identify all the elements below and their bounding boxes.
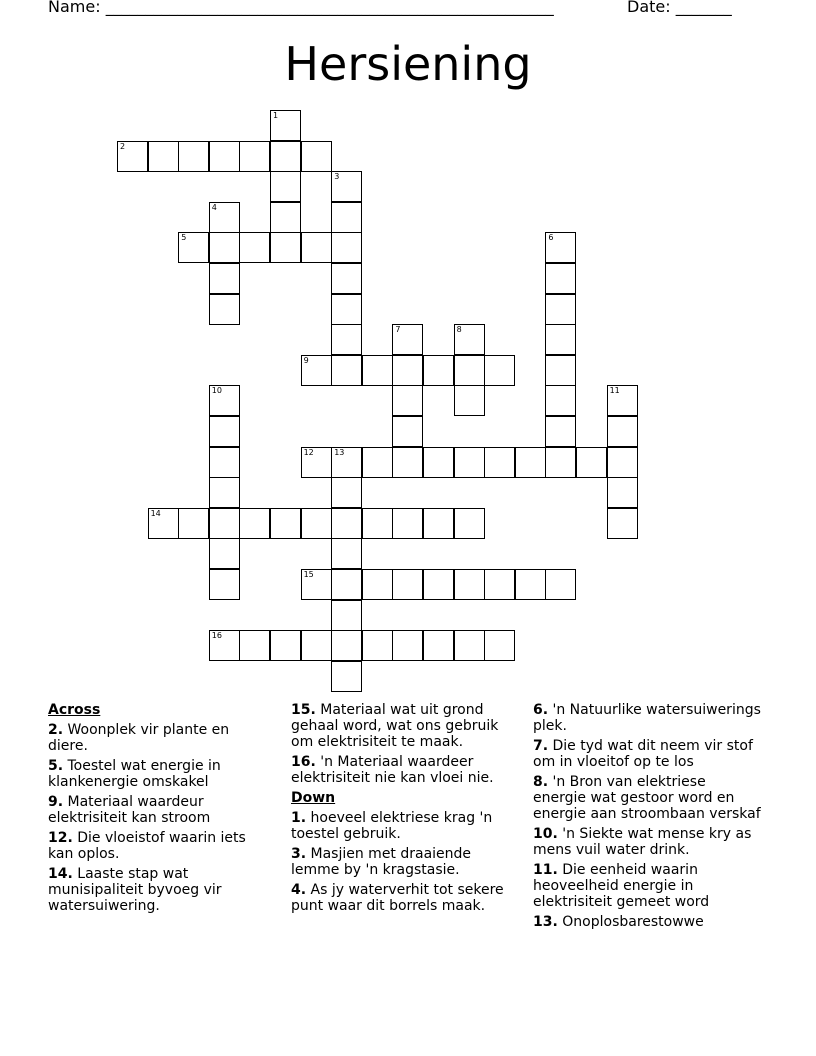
grid-cell[interactable] <box>270 141 301 172</box>
clue-number: 1 <box>273 111 279 120</box>
grid-cell[interactable] <box>392 416 423 447</box>
grid-cell[interactable] <box>209 232 240 263</box>
grid-cell[interactable] <box>392 569 423 600</box>
clue-down-10: 10. 'n Siekte wat mense kry as mens vuil water drink. <box>533 826 752 858</box>
grid-cell[interactable] <box>178 232 209 263</box>
clue-number: 8 <box>456 325 462 335</box>
clue-number: 2 <box>120 141 126 151</box>
grid-cell[interactable] <box>545 232 576 263</box>
grid-cell[interactable] <box>392 630 423 661</box>
grid-cell[interactable] <box>423 569 454 600</box>
grid-cell[interactable] <box>239 508 270 539</box>
grid-cell[interactable] <box>331 508 362 539</box>
name-label: Name: <box>48 0 106 16</box>
grid-cell[interactable] <box>454 385 485 416</box>
grid-cell[interactable] <box>331 202 362 233</box>
clue-number: 10 <box>211 386 222 396</box>
grid-cell[interactable] <box>148 508 179 539</box>
clue-number: 16 <box>211 631 222 641</box>
across-heading: Across <box>48 702 101 718</box>
clue-column-2 <box>291 702 521 918</box>
grid-cell[interactable] <box>331 600 362 631</box>
clue-across-12: 12. Die vloeistof waarin iets kan oplos. <box>48 830 246 862</box>
clue-across-2: 2. Woonplek vir plante en diere. <box>48 722 230 754</box>
grid-cell[interactable] <box>301 355 332 386</box>
grid-cell[interactable] <box>331 232 362 263</box>
grid-cell[interactable] <box>423 508 454 539</box>
clue-across-14: 14. Laaste stap wat munisipaliteit byvoeg vir watersuiwering. <box>48 866 222 914</box>
grid-cell[interactable] <box>270 630 301 661</box>
grid-cell[interactable] <box>209 141 240 172</box>
grid-cell[interactable] <box>117 141 148 172</box>
clue-down-4: 4. As jy waterverhit tot sekere punt waar dit borrels maak. <box>291 882 504 914</box>
grid-cell[interactable] <box>148 141 179 172</box>
clue-down-6: 6. 'n Natuurlike watersuiwerings plek. <box>533 702 761 734</box>
grid-cell[interactable] <box>301 508 332 539</box>
grid-cell[interactable] <box>270 202 301 233</box>
grid-cell[interactable] <box>270 508 301 539</box>
grid-cell[interactable] <box>178 141 209 172</box>
grid-cell[interactable] <box>362 355 393 386</box>
grid-cell[interactable] <box>423 630 454 661</box>
date-line: _______ <box>675 0 732 16</box>
grid-cell[interactable] <box>454 355 485 386</box>
grid-cell[interactable] <box>239 232 270 263</box>
clue-across-9: 9. Materiaal waardeur elektrisiteit kan stroom <box>48 794 211 826</box>
grid-cell[interactable] <box>607 508 638 539</box>
clue-number: 3 <box>334 172 340 182</box>
grid-cell[interactable] <box>270 232 301 263</box>
grid-cell[interactable] <box>239 141 270 172</box>
grid-cell[interactable] <box>209 447 240 478</box>
grid-cell[interactable] <box>270 171 301 202</box>
clue-column-1 <box>48 702 273 918</box>
clue-across-16: 16. 'n Materiaal waardeer elektrisiteit nie kan vloei nie. <box>291 754 494 786</box>
grid-cell[interactable] <box>209 569 240 600</box>
clue-down-3: 3. Masjien met draaiende lemme by 'n kragstasie. <box>291 846 472 878</box>
grid-cell[interactable] <box>331 324 362 355</box>
grid-cell[interactable] <box>331 355 362 386</box>
grid-cell[interactable] <box>331 630 362 661</box>
grid-cell[interactable] <box>607 416 638 447</box>
clue-number: 7 <box>395 325 401 335</box>
clue-number: 14 <box>150 508 161 518</box>
clue-number: 15 <box>303 570 314 579</box>
grid-cell[interactable] <box>454 508 485 539</box>
grid-cell[interactable] <box>392 355 423 386</box>
clue-number: 4 <box>211 202 217 212</box>
grid-cell[interactable] <box>209 538 240 569</box>
clue-number: 11 <box>609 386 620 396</box>
grid-cell[interactable] <box>545 294 576 325</box>
grid-cell[interactable] <box>209 263 240 294</box>
clue-column-3 <box>533 702 763 934</box>
grid-cell[interactable] <box>545 355 576 386</box>
clue-down-11: 11. Die eenheid waarin heoveelheid energie in elektrisiteit gemeet word <box>533 862 710 910</box>
grid-cell[interactable] <box>392 508 423 539</box>
grid-cell[interactable] <box>301 141 332 172</box>
grid-cell[interactable] <box>270 110 301 141</box>
grid-cell[interactable] <box>331 171 362 202</box>
grid-cell[interactable] <box>454 569 485 600</box>
grid-cell[interactable] <box>301 569 332 600</box>
name-line: ________________________________________________________ <box>105 0 554 16</box>
clue-number: 9 <box>303 355 309 365</box>
clue-number: 13 <box>334 447 345 457</box>
grid-cell[interactable] <box>515 569 546 600</box>
clue-down-8: 8. 'n Bron van elektriese energie wat gestoor word en energie aan stroombaan verskaf <box>533 774 761 822</box>
grid-cell[interactable] <box>392 324 423 355</box>
grid-cell[interactable] <box>484 569 515 600</box>
grid-cell[interactable] <box>423 355 454 386</box>
page-title: Hersiening <box>284 37 532 91</box>
clue-down-1: 1. hoeveel elektriese krag 'n toestel gebruik. <box>291 810 493 842</box>
grid-cell[interactable] <box>209 385 240 416</box>
grid-cell[interactable] <box>209 416 240 447</box>
clue-across-15: 15. Materiaal wat uit grond gehaal word, wat ons gebruik om elektrisiteit te maak. <box>291 702 499 750</box>
grid-cell[interactable] <box>239 630 270 661</box>
grid-cell[interactable] <box>423 447 454 478</box>
grid-cell[interactable] <box>209 477 240 508</box>
grid-cell[interactable] <box>607 477 638 508</box>
clue-number: 12 <box>303 447 314 457</box>
grid-cell[interactable] <box>209 202 240 233</box>
grid-cell[interactable] <box>331 569 362 600</box>
clue-number: 6 <box>548 233 554 243</box>
grid-cell[interactable] <box>209 294 240 325</box>
grid-cell[interactable] <box>484 355 515 386</box>
grid-cell[interactable] <box>515 447 546 478</box>
grid-cell[interactable] <box>545 263 576 294</box>
grid-cell[interactable] <box>484 630 515 661</box>
clue-number: 5 <box>181 233 187 243</box>
down-heading: Down <box>291 790 336 806</box>
grid-cell[interactable] <box>454 630 485 661</box>
grid-cell[interactable] <box>331 294 362 325</box>
grid-cell[interactable] <box>209 630 240 661</box>
grid-cell[interactable] <box>331 447 362 478</box>
grid-cell[interactable] <box>545 324 576 355</box>
grid-cell[interactable] <box>331 477 362 508</box>
grid-cell[interactable] <box>301 232 332 263</box>
grid-cell[interactable] <box>484 447 515 478</box>
grid-cell[interactable] <box>362 508 393 539</box>
clue-across-5: 5. Toestel wat energie in klankenergie omskakel <box>48 758 221 790</box>
grid-cell[interactable] <box>454 324 485 355</box>
grid-cell[interactable] <box>362 447 393 478</box>
grid-cell[interactable] <box>545 569 576 600</box>
grid-cell[interactable] <box>362 630 393 661</box>
grid-cell[interactable] <box>331 661 362 692</box>
grid-cell[interactable] <box>362 569 393 600</box>
grid-cell[interactable] <box>607 447 638 478</box>
grid-cell[interactable] <box>545 416 576 447</box>
grid-cell[interactable] <box>301 447 332 478</box>
grid-cell[interactable] <box>209 508 240 539</box>
grid-cell[interactable] <box>331 263 362 294</box>
grid-cell[interactable] <box>178 508 209 539</box>
grid-cell[interactable] <box>301 630 332 661</box>
grid-cell[interactable] <box>576 447 607 478</box>
grid-cell[interactable] <box>607 385 638 416</box>
grid-cell[interactable] <box>331 538 362 569</box>
grid-cell[interactable] <box>454 447 485 478</box>
grid-cell[interactable] <box>545 385 576 416</box>
grid-cell[interactable] <box>392 385 423 416</box>
clue-down-7: 7. Die tyd wat dit neem vir stof om in vloeitof op te los <box>533 738 753 770</box>
date-label: Date: <box>627 0 676 16</box>
grid-cell[interactable] <box>545 447 576 478</box>
clue-down-13: 13. Onoplosbarestowwe <box>533 914 704 930</box>
grid-cell[interactable] <box>392 447 423 478</box>
